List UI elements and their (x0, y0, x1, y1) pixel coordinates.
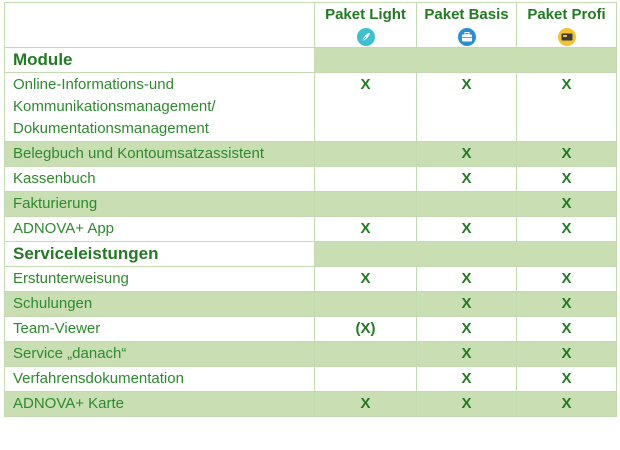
mark-light (315, 292, 417, 317)
mark-light: (X) (315, 317, 417, 342)
feature-label: Verfahrensdokumentation (5, 367, 315, 392)
section-fill (315, 242, 617, 267)
mark-profi: X (517, 142, 617, 167)
section-row-serviceleistungen (5, 242, 617, 267)
table-row (5, 142, 617, 167)
mark-profi: X (517, 192, 617, 217)
mark-basis: X (417, 292, 517, 317)
table-row (5, 317, 617, 342)
briefcase-icon (458, 28, 476, 46)
package-name: Paket Profi (527, 6, 606, 23)
table-row (5, 367, 617, 392)
mark-basis: X (417, 73, 517, 142)
section-title: Module (5, 48, 315, 73)
mark-light (315, 367, 417, 392)
section-row-module (5, 48, 617, 73)
mark-light (315, 142, 417, 167)
mark-basis: X (417, 217, 517, 242)
feature-label: ADNOVA+ App (5, 217, 315, 242)
mark-basis: X (417, 142, 517, 167)
mark-light (315, 167, 417, 192)
header-row (5, 3, 617, 48)
mark-light: X (315, 267, 417, 292)
table-row (5, 342, 617, 367)
table-row (5, 267, 617, 292)
header-corner-cell (5, 3, 315, 48)
mark-profi: X (517, 167, 617, 192)
table-row (5, 167, 617, 192)
feature-label: ADNOVA+ Karte (5, 392, 315, 417)
table-row (5, 73, 617, 142)
mark-basis (417, 192, 517, 217)
package-comparison-table (4, 2, 617, 417)
package-name: Paket Basis (424, 6, 509, 23)
header-paket-profi (517, 3, 617, 48)
mark-light (315, 192, 417, 217)
mark-basis: X (417, 167, 517, 192)
table-row (5, 292, 617, 317)
feather-icon (357, 28, 375, 46)
feature-label: Belegbuch und Kontoumsatzassistent (5, 142, 315, 167)
mark-basis: X (417, 342, 517, 367)
mark-profi: X (517, 292, 617, 317)
feature-label: Schulungen (5, 292, 315, 317)
mark-basis: X (417, 392, 517, 417)
mark-profi: X (517, 342, 617, 367)
mark-light: X (315, 217, 417, 242)
mark-basis: X (417, 317, 517, 342)
card-icon (558, 28, 576, 46)
mark-basis: X (417, 367, 517, 392)
mark-basis: X (417, 267, 517, 292)
header-paket-light (315, 3, 417, 48)
mark-profi: X (517, 217, 617, 242)
table-row (5, 392, 617, 417)
header-paket-basis (417, 3, 517, 48)
feature-label: Fakturierung (5, 192, 315, 217)
mark-profi: X (517, 367, 617, 392)
feature-label: Erstunterweisung (5, 267, 315, 292)
table-row (5, 217, 617, 242)
section-fill (315, 48, 617, 73)
feature-label: Online-Informations-und Kommunikationsmanagement/ Dokumentationsmanagement (5, 73, 315, 142)
mark-light (315, 342, 417, 367)
package-name: Paket Light (325, 6, 406, 23)
mark-profi: X (517, 317, 617, 342)
table-row (5, 192, 617, 217)
section-title: Serviceleistungen (5, 242, 315, 267)
mark-light: X (315, 392, 417, 417)
feature-label: Kassenbuch (5, 167, 315, 192)
feature-label: Team-Viewer (5, 317, 315, 342)
mark-profi: X (517, 267, 617, 292)
feature-label: Service „danach“ (5, 342, 315, 367)
mark-profi: X (517, 392, 617, 417)
mark-light: X (315, 73, 417, 142)
mark-profi: X (517, 73, 617, 142)
